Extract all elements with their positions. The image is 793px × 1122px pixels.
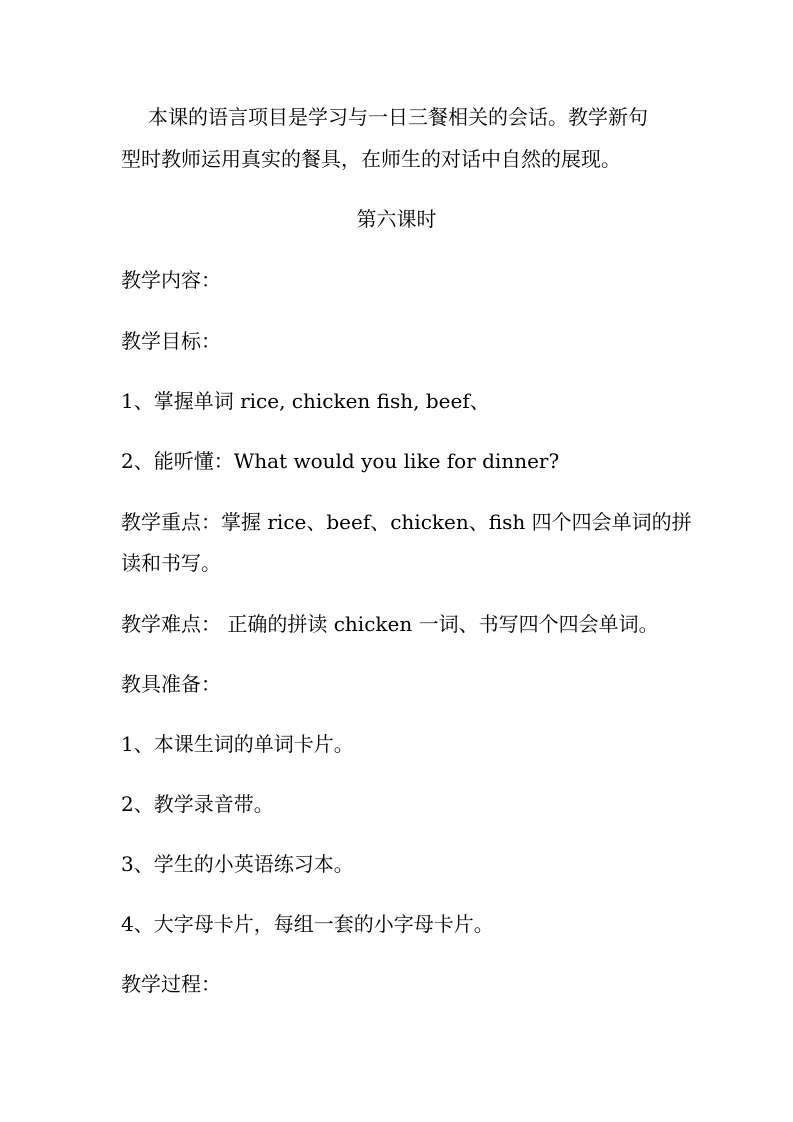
material-item-1: 1、本课生词的单词卡片。: [121, 732, 354, 756]
key-points-line-2: 读和书写。: [121, 551, 221, 575]
difficulty-line: 教学难点： 正确的拼读 chicken 一词、书写四个四会单词。: [121, 612, 659, 636]
material-item-4: 4、大字母卡片，每组一套的小字母卡片。: [121, 912, 494, 936]
teaching-process-label: 教学过程：: [121, 972, 221, 996]
section-title: 第六课时: [356, 207, 437, 231]
intro-paragraph-line-2: 型时教师运用真实的餐具，在师生的对话中自然的展现。: [121, 147, 621, 171]
material-item-3: 3、学生的小英语练习本。: [121, 852, 354, 876]
goal-item-1: 1、掌握单词 rice, chicken fish, beef、: [121, 389, 490, 413]
intro-paragraph-line-1: 本课的语言项目是学习与一日三餐相关的会话。教学新句: [148, 105, 648, 129]
materials-label: 教具准备：: [121, 672, 221, 696]
key-points-line-1: 教学重点：掌握 rice、beef、chicken、fish 四个四会单词的拼: [121, 510, 692, 534]
goal-item-2: 2、能听懂：What would you like for dinner?: [121, 449, 560, 473]
teaching-content-label: 教学内容：: [121, 268, 221, 292]
teaching-goals-label: 教学目标：: [121, 329, 221, 353]
material-item-2: 2、教学录音带。: [121, 792, 274, 816]
